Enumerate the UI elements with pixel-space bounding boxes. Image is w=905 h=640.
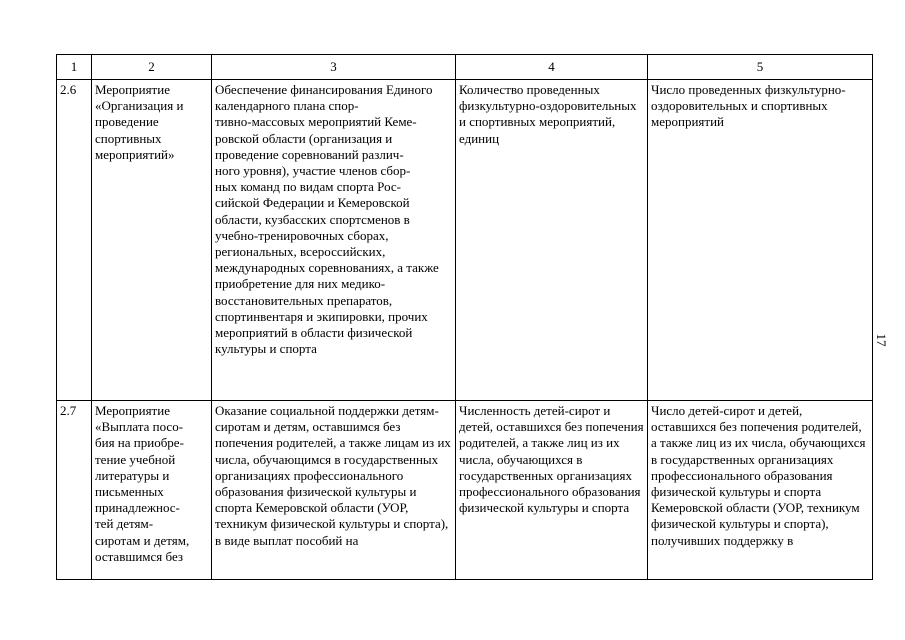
indicator-name: Количество проведенных физкультурно-оздоровительных и спортивных мероприятий, единиц	[456, 80, 648, 401]
indicator-name: Численность детей-сирот и детей, оставшихся без попечения родителей, а также лиц из их числа, обучающихся в государственных организациях профессионального образования физической культуры и спорта	[459, 403, 644, 516]
event-description-cell	[212, 401, 456, 580]
row-number: 2.7	[60, 403, 77, 418]
event-description: Оказание социальной поддержки детям-сиротам и детям, оставшимся без попечения родителей, а также лицам из их числа, обучающимся в государственных организациях профессионального образования физической культуры и спорта Кемеровской области (УОР, техникум физической культуры и спорта), в виде выплат пособий на	[215, 403, 451, 548]
event-name: Мероприятие «Выплата посо- бия на приобре- тение учебной литературы и письменных принадлежнос- тей детям- сиротам и детям, оставшимся без	[95, 403, 190, 564]
table-header-row	[57, 55, 873, 80]
page-number: 17	[874, 333, 889, 347]
calculation-method-cell	[648, 401, 873, 580]
header-cell-4: 4	[456, 55, 648, 80]
calculation-method: Число проведенных физкультурно-оздоровительных и спортивных мероприятий	[648, 80, 873, 401]
event-name-cell	[92, 401, 212, 580]
event-description: Обеспечение финансирования Единого календарного плана спор- тивно-массовых мероприятий Кеме- ровской области (организация и проведение соревнований различ- ного уровня), участие членов сбор- ных команд по видам спорта Рос- сийской Федерации и Кемеровской области, кузбасских спортсменов в учебно-тренировочных сборах, региональных, всероссийских, международных соревнованиях, а также приобретение для них медико-восстановительных препаратов, спортинвентаря и экипировки, прочих мероприятий в области физической культуры и спорта	[212, 80, 456, 401]
calculation-method: Число детей-сирот и детей, оставшихся без попечения родителей, а также лиц из их числа, обучающихся в государственных организациях профессионального образования физической культуры и спорта Кемеровской области (УОР, техникум физической культуры и спорта), получивших поддержку в	[651, 403, 866, 548]
row-number: 2.6	[57, 80, 92, 401]
table-row	[57, 80, 873, 401]
row-number-cell	[57, 401, 92, 580]
event-name: Мероприятие «Организация и проведение спортивных мероприятий»	[92, 80, 212, 401]
header-cell-5: 5	[648, 55, 873, 80]
header-cell-3: 3	[212, 55, 456, 80]
table-row	[57, 401, 873, 580]
indicator-name-cell	[456, 401, 648, 580]
header-cell-1: 1	[57, 55, 92, 80]
document-table	[56, 54, 873, 580]
header-cell-2: 2	[92, 55, 212, 80]
